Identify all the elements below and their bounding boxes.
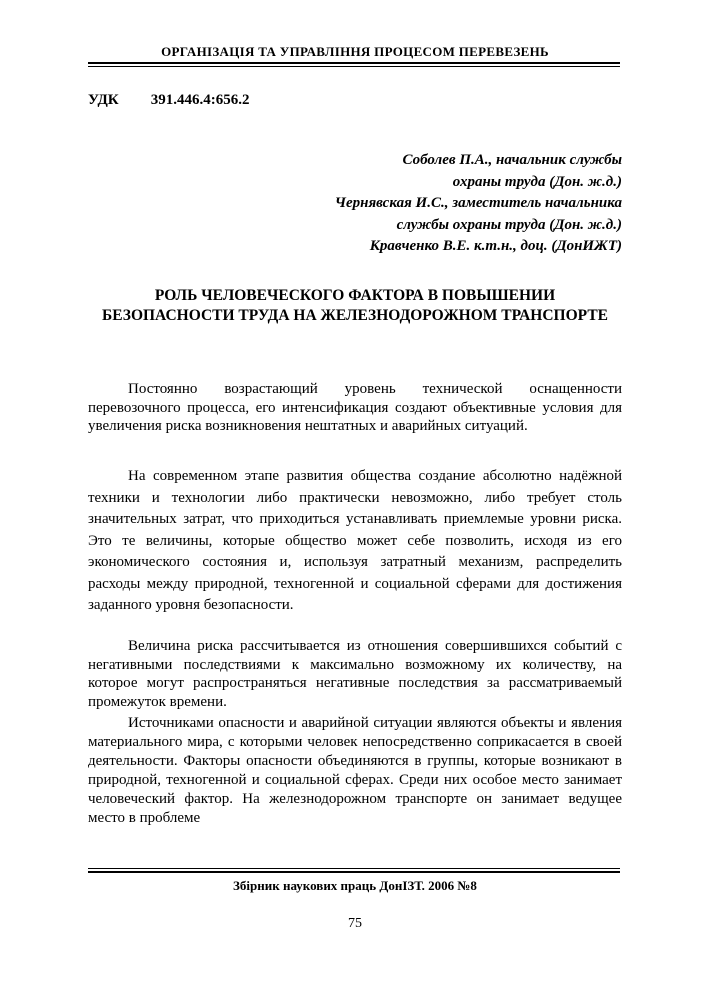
paragraph-text: Постоянно возрастающий уровень технической оснащенности перевозочного процесса, его интенсификация создают объективные условия для увеличения риска возникновения нештатных и аварийных ситуаций.	[88, 381, 622, 434]
author-line: службы охраны труда (Дон. ж.д.)	[396, 216, 622, 233]
paragraph-2	[88, 466, 622, 617]
paragraph-text: На современном этапе развития общества создание абсолютно надёжной техники и технологии либо практически невозможно, либо требует столь значительных затрат, что приходиться устанавливать приемлемые уровни риска. Это те величины, которые общество может себе позволить, исходя из его экономического состояния и, используя затратный механизм, распределить расходы между природной, техногенной и социальной сферами для достижения заданного уровня безопасности.	[88, 468, 622, 613]
paragraph-text: Источниками опасности и аварийной ситуации являются объекты и явления материального мира, с которыми человек непосредственно соприкасается в своей деятельности. Факторы опасности объединяются в группы, которые возникают в природной, техногенной и социальной сферах. Среди них особое место занимает человеческий фактор. На железнодорожном транспорте он занимает ведущее место в проблеме	[88, 715, 622, 826]
udk-line	[88, 92, 249, 109]
page-number: 75	[348, 916, 362, 931]
author-line: Соболев П.А., начальник службы	[402, 152, 622, 168]
header-rule-thick	[88, 62, 620, 64]
paragraph-3	[88, 637, 622, 711]
footer-rule-thin	[88, 868, 620, 869]
udk-code: 391.446.4:656.2	[150, 92, 250, 108]
footer-rule-thick	[88, 871, 620, 873]
paragraph-4	[88, 714, 622, 828]
article-title: РОЛЬ ЧЕЛОВЕЧЕСКОГО ФАКТОРА В ПОВЫШЕНИИ БЕЗОПАСНОСТИ ТРУДА НА ЖЕЛЕЗНОДОРОЖНОМ ТРАНСПОРТЕ	[101, 287, 609, 324]
udk-label: УДК	[88, 92, 119, 108]
running-header: ОРГАНІЗАЦІЯ ТА УПРАВЛІННЯ ПРОЦЕСОМ ПЕРЕВЕЗЕНЬ	[161, 44, 549, 59]
header-rule-thin	[88, 66, 620, 67]
author-line: охраны труда (Дон. ж.д.)	[452, 173, 622, 190]
author-line: Кравченко В.Е. к.т.н., доц. (ДонИЖТ)	[369, 238, 622, 254]
author-line: Чернявская И.С., заместитель начальника	[334, 195, 622, 211]
paragraph-1	[88, 380, 622, 436]
authors-block	[335, 150, 622, 258]
footer-title: Збірник наукових праць ДонІЗТ. 2006 №8	[233, 878, 477, 893]
paragraph-text: Величина риска рассчитывается из отношения совершившихся событий с негативными последствиями к максимально возможному их количеству, на которое могут распространяться негативные последствия за рассматриваемый промежуток времени.	[88, 638, 622, 710]
